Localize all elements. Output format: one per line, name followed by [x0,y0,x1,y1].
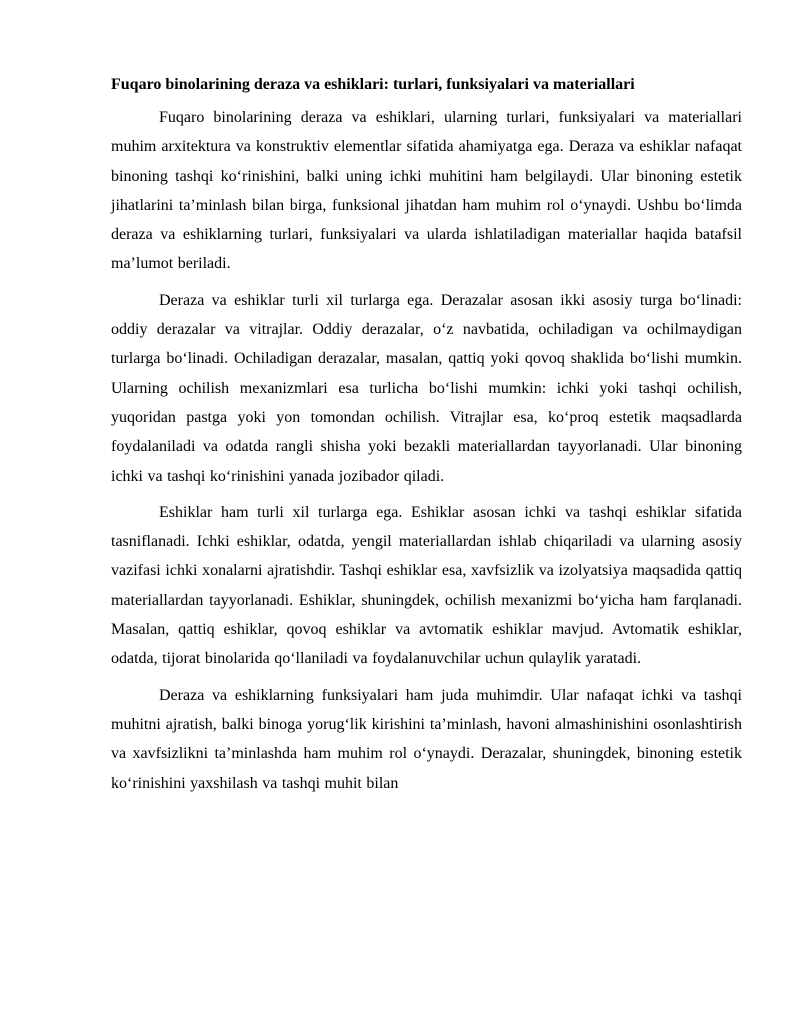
paragraph-3: Eshiklar ham turli xil turlarga ega. Eshiklar asosan ichki va tashqi eshiklar sifatida tasniflanadi. Ichki eshiklar, odatda, yengil materiallardan ishlab chiqariladi va ularning asosiy vazifasi ichki xonalarni ajratishdir. Tashqi eshiklar esa, xavfsizlik va izolyatsiya maqsadida qattiq materiallardan tayyorlanadi. Eshiklar, shuningdek, ochilish mexanizmi bo‘yicha ham farqlanadi. Masalan, qattiq eshiklar, qovoq eshiklar va avtomatik eshiklar mavjud. Avtomatik eshiklar, odatda, tijorat binolarida qo‘llaniladi va foydalanuvchilar uchun qulaylik yaratadi. [111,503,742,668]
paragraph-2: Deraza va eshiklar turli xil turlarga ega. Derazalar asosan ikki asosiy turga bo‘linadi: oddiy derazalar va vitrajlar. Oddiy derazalar, o‘z navbatida, ochiladigan va ochilmaydigan turlarga bo‘linadi. Ochiladigan derazalar, masalan, qattiq yoki qovoq shaklida bo‘lishi mumkin. Ularning ochilish mexanizmlari esa turlicha bo‘lishi mumkin: ichki yoki tashqi ochilish, yuqoridan pastga yoki yon tomondan ochilish. Vitrajlar esa, ko‘proq estetik maqsadlarda foydalaniladi va odatda rangli shisha yoki bezakli materiallardan tayyorlanadi. Ular binoning ichki va tashqi ko‘rinishini yanada jozibador qiladi. [111,291,742,485]
paragraph-1: Fuqaro binolarining deraza va eshiklari, ularning turlari, funksiyalari va materiallari muhim arxitektura va konstruktiv elementlar sifatida ahamiyatga ega. Deraza va eshiklar nafaqat binoning tashqi ko‘rinishini, balki uning ichki muhitini ham belgilaydi. Ular binoning estetik jihatlarini ta’minlash bilan birga, funksional jihatdan ham muhim rol o‘ynaydi. Ushbu bo‘limda deraza va eshiklarning turlari, funksiyalari va ularda ishlatiladigan materiallar haqida batafsil ma’lumot beriladi. [111,109,742,273]
paragraph-4: Deraza va eshiklarning funksiyalari ham juda muhimdir. Ular nafaqat ichki va tashqi muhitni ajratish, balki binoga yorug‘lik kirishini ta’minlash, havoni almashinishini osonlashtirish va xavfsizlikni ta’minlashda ham muhim rol o‘ynaydi. Derazalar, shuningdek, binoning estetik ko‘rinishini yaxshilash va tashqi muhit bilan [111,686,742,792]
document-title: Fuqaro binolarining deraza va eshiklari: turlari, funksiyalari va materiallari [111,76,635,93]
document-body [111,71,742,805]
